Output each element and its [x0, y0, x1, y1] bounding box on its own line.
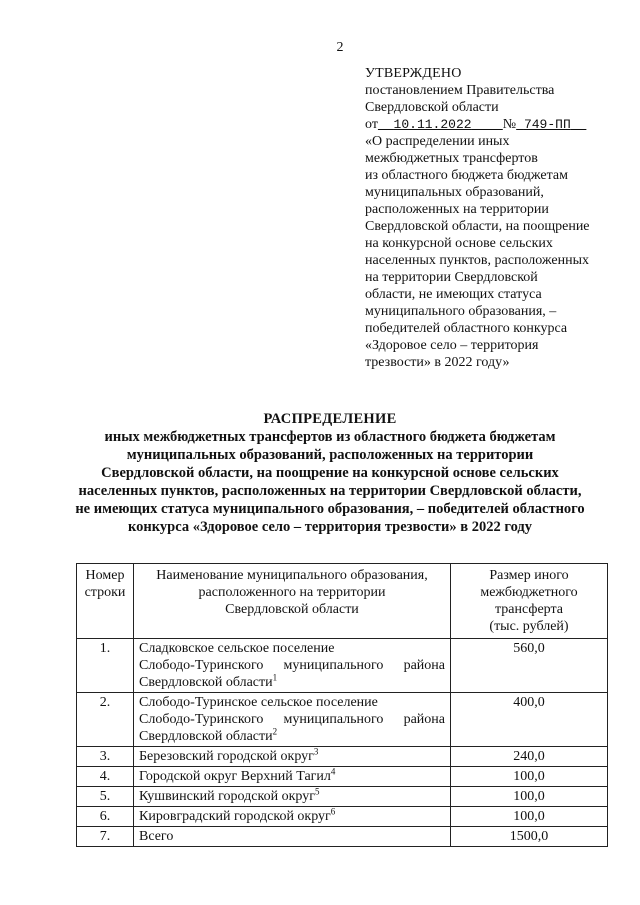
approval-date: 10.11.2022	[393, 117, 472, 132]
approval-title-line: Свердловской области, на поощрение	[365, 219, 590, 234]
transfer-amount: 400,0	[451, 693, 608, 747]
municipality-name-line: Слободо-Туринское сельское поселение	[139, 695, 378, 710]
transfer-amount: 100,0	[451, 767, 608, 787]
municipality-name-line: Всего	[139, 829, 174, 844]
approval-title-line: расположенных на территории	[365, 202, 549, 217]
municipality-name-line: Кировградский городской округ$^6$	[139, 806, 336, 824]
table-row	[77, 787, 608, 807]
approval-line-2: Свердловской области	[365, 100, 499, 115]
approval-title-line: «О распределении иных	[365, 134, 510, 149]
approval-number: 749-ПП	[523, 117, 571, 132]
footnote-marker: 6	[330, 806, 336, 817]
row-number: 5.	[77, 787, 134, 807]
table-row	[77, 747, 608, 767]
footnote-marker: 2	[272, 726, 278, 737]
municipality-name	[134, 747, 451, 767]
municipality-name	[134, 767, 451, 787]
header-text-line: расположенного на территории	[198, 585, 386, 600]
approval-title-line: победителей областного конкурса	[365, 321, 568, 336]
municipality-name-line: Свердловской области$^2$	[139, 726, 278, 744]
municipality-name	[134, 693, 451, 747]
footnote-marker: 3	[313, 746, 319, 757]
approval-title-line: населенных пунктов, расположенных	[365, 253, 590, 268]
approval-title-line: области, не имеющих статуса	[365, 287, 542, 302]
header-transfer-amount	[451, 564, 608, 639]
municipality-name-line: Городской округ Верхний Тагил$^4$	[139, 766, 336, 784]
table-row	[77, 767, 608, 787]
municipality-name-line: Слободо-Туринского муниципального района	[139, 658, 445, 673]
approval-title-line: муниципальных образований,	[365, 185, 544, 200]
header-text-line: Свердловской области	[225, 602, 359, 617]
approval-title-line: трезвости» в 2022 году»	[365, 355, 510, 370]
table-row	[77, 639, 608, 693]
transfer-amount: 240,0	[451, 747, 608, 767]
transfers-table	[76, 563, 608, 847]
table-row	[77, 807, 608, 827]
header-text-line: (тыс. рублей)	[489, 619, 569, 634]
heading-line: Свердловской области, на поощрение на конкурсной основе сельских	[101, 465, 559, 481]
header-text-line: трансферта	[495, 602, 563, 617]
municipality-name-line: Кушвинский городской округ$^5$	[139, 786, 320, 804]
footnote-marker: 5	[314, 786, 320, 797]
heading-subtitle	[60, 428, 600, 536]
row-number: 1.	[77, 639, 134, 693]
transfer-amount: 100,0	[451, 787, 608, 807]
heading-line: конкурса «Здоровое село – территория трезвости» в 2022 году	[127, 519, 532, 535]
heading-title: РАСПРЕДЕЛЕНИЕ	[263, 411, 397, 427]
heading-line: населенных пунктов, расположенных на территории Свердловской области,	[78, 483, 582, 499]
footnote-marker: 4	[330, 766, 336, 777]
table-row	[77, 827, 608, 847]
approval-line-1: постановлением Правительства	[365, 83, 555, 98]
approval-title-line: из областного бюджета бюджетам	[365, 168, 568, 183]
approval-title-line: на территории Свердловской	[365, 270, 538, 285]
municipality-name-line: Сладковское сельское поселение	[139, 641, 335, 656]
header-text-line: Наименование муниципального образования,	[156, 568, 428, 583]
row-number: 7.	[77, 827, 134, 847]
document-heading	[60, 410, 600, 536]
transfer-amount: 100,0	[451, 807, 608, 827]
header-text-line: строки	[84, 585, 126, 600]
footnote-marker: 1	[272, 672, 278, 683]
row-number: 2.	[77, 693, 134, 747]
transfer-amount: 1500,0	[451, 827, 608, 847]
header-row-number	[77, 564, 134, 639]
row-number: 6.	[77, 807, 134, 827]
header-municipality-name	[134, 564, 451, 639]
header-text-line: Размер иного	[489, 568, 569, 583]
approval-title-line: на конкурсной основе сельских	[365, 236, 553, 251]
table-header-row	[77, 564, 608, 639]
transfer-amount: 560,0	[451, 639, 608, 693]
heading-line: иных межбюджетных трансфертов из областного бюджета бюджетам	[104, 429, 556, 445]
row-number: 3.	[77, 747, 134, 767]
municipality-name	[134, 639, 451, 693]
approval-title-line: «Здоровое село – территория	[365, 338, 539, 353]
header-text-line: межбюджетного	[480, 585, 578, 600]
approval-date-number	[365, 116, 625, 133]
approval-block	[365, 65, 625, 371]
from-prefix: от	[365, 117, 378, 132]
header-text-line: Номер	[85, 568, 125, 583]
municipality-name	[134, 807, 451, 827]
municipality-name-line: Свердловской области$^1$	[139, 672, 278, 690]
approval-title	[365, 133, 625, 371]
approval-title-line: межбюджетных трансфертов	[365, 151, 538, 166]
heading-line: не имеющих статуса муниципального образования, – победителей областного	[75, 501, 585, 517]
municipality-name-line: Березовский городской округ$^3$	[139, 746, 319, 764]
municipality-name	[134, 827, 451, 847]
approval-title-line: муниципального образования, –	[365, 304, 557, 319]
approval-stamp: УТВЕРЖДЕНО	[365, 66, 462, 81]
table-row	[77, 693, 608, 747]
row-number: 4.	[77, 767, 134, 787]
municipality-name	[134, 787, 451, 807]
municipality-name-line: Слободо-Туринского муниципального района	[139, 712, 445, 727]
page-number: 2	[336, 40, 344, 55]
heading-line: муниципальных образований, расположенных на территории	[126, 447, 534, 463]
number-prefix: №	[502, 117, 517, 132]
